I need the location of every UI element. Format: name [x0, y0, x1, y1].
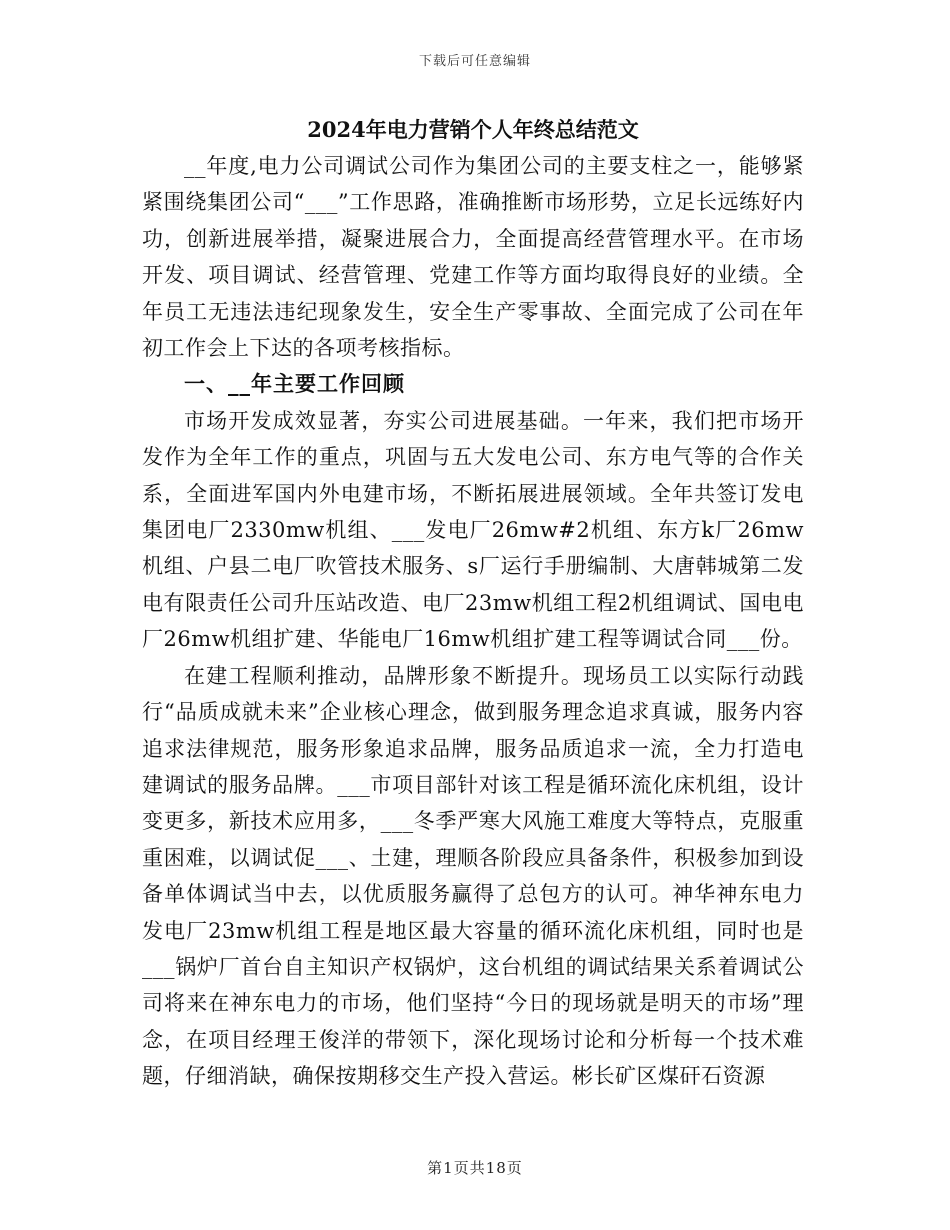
paragraph-market-development: 市场开发成效显著，夯实公司进展基础。一年来，我们把市场开发作为全年工作的重点，巩固与五大发电公司、东方电气等的合作关系，全面进军国内外电建市场，不断拓展进展领域。全年共签订发电集团电厂2330mw机组、___发电厂26mw#2机组、东方k厂26mw机组、户县二电厂吹管技术服务、s厂运行手册编制、大唐韩城第二发电有限责任公司升压站改造、电厂23mw机组工程2机组调试、国电电厂26mw机组扩建、华能电厂16mw机组扩建工程等调试合同___份。	[142, 408, 804, 652]
header-note: 下载后可任意编辑	[418, 54, 531, 69]
section-heading: 一、__年主要工作回顾	[184, 371, 405, 397]
document-title: 2024年电力营销个人年终总结范文	[307, 117, 639, 142]
page-number: 第1页共18页	[427, 1159, 523, 1177]
document-body	[142, 112, 804, 1095]
paragraph-projects: 在建工程顺利推动，品牌形象不断提升。现场员工以实际行动践行“品质成就未来”企业核心理念，做到服务理念追求真诚，服务内容追求法律规范，服务形象追求品牌，服务品质追求一流，全力打造电建调试的服务品牌。___市项目部针对该工程是循环流化床机组，设计变更多，新技术应用多，___冬季严寒大风施工难度大等特点，克服重重困难，以调试促___、土建，理顺各阶段应具备条件，积极参加到设备单体调试当中去，以优质服务赢得了总包方的认可。神华神东电力发电厂23mw机组工程是地区最大容量的循环流化床机组，同时也是___锅炉厂首台自主知识产权锅炉，这台机组的调试结果关系着调试公司将来在神东电力的市场，他们坚持“今日的现场就是明天的市场”理念，在项目经理王俊洋的带领下，深化现场讨论和分析每一个技术难题，仔细消缺，确保按期移交生产投入营运。彬长矿区煤矸石资源	[142, 663, 804, 1089]
paragraph-intro: __年度,电力公司调试公司作为集团公司的主要支柱之一，能够紧紧围绕集团公司“___”工作思路，准确推断市场形势，立足长远练好内功，创新进展举措，凝聚进展合力，全面提高经营管理水平。在市场开发、项目调试、经营管理、党建工作等方面均取得良好的业绩。全年员工无违法违纪现象发生，安全生产零事故、全面完成了公司在年初工作会上下达的各项考核指标。	[142, 154, 804, 361]
